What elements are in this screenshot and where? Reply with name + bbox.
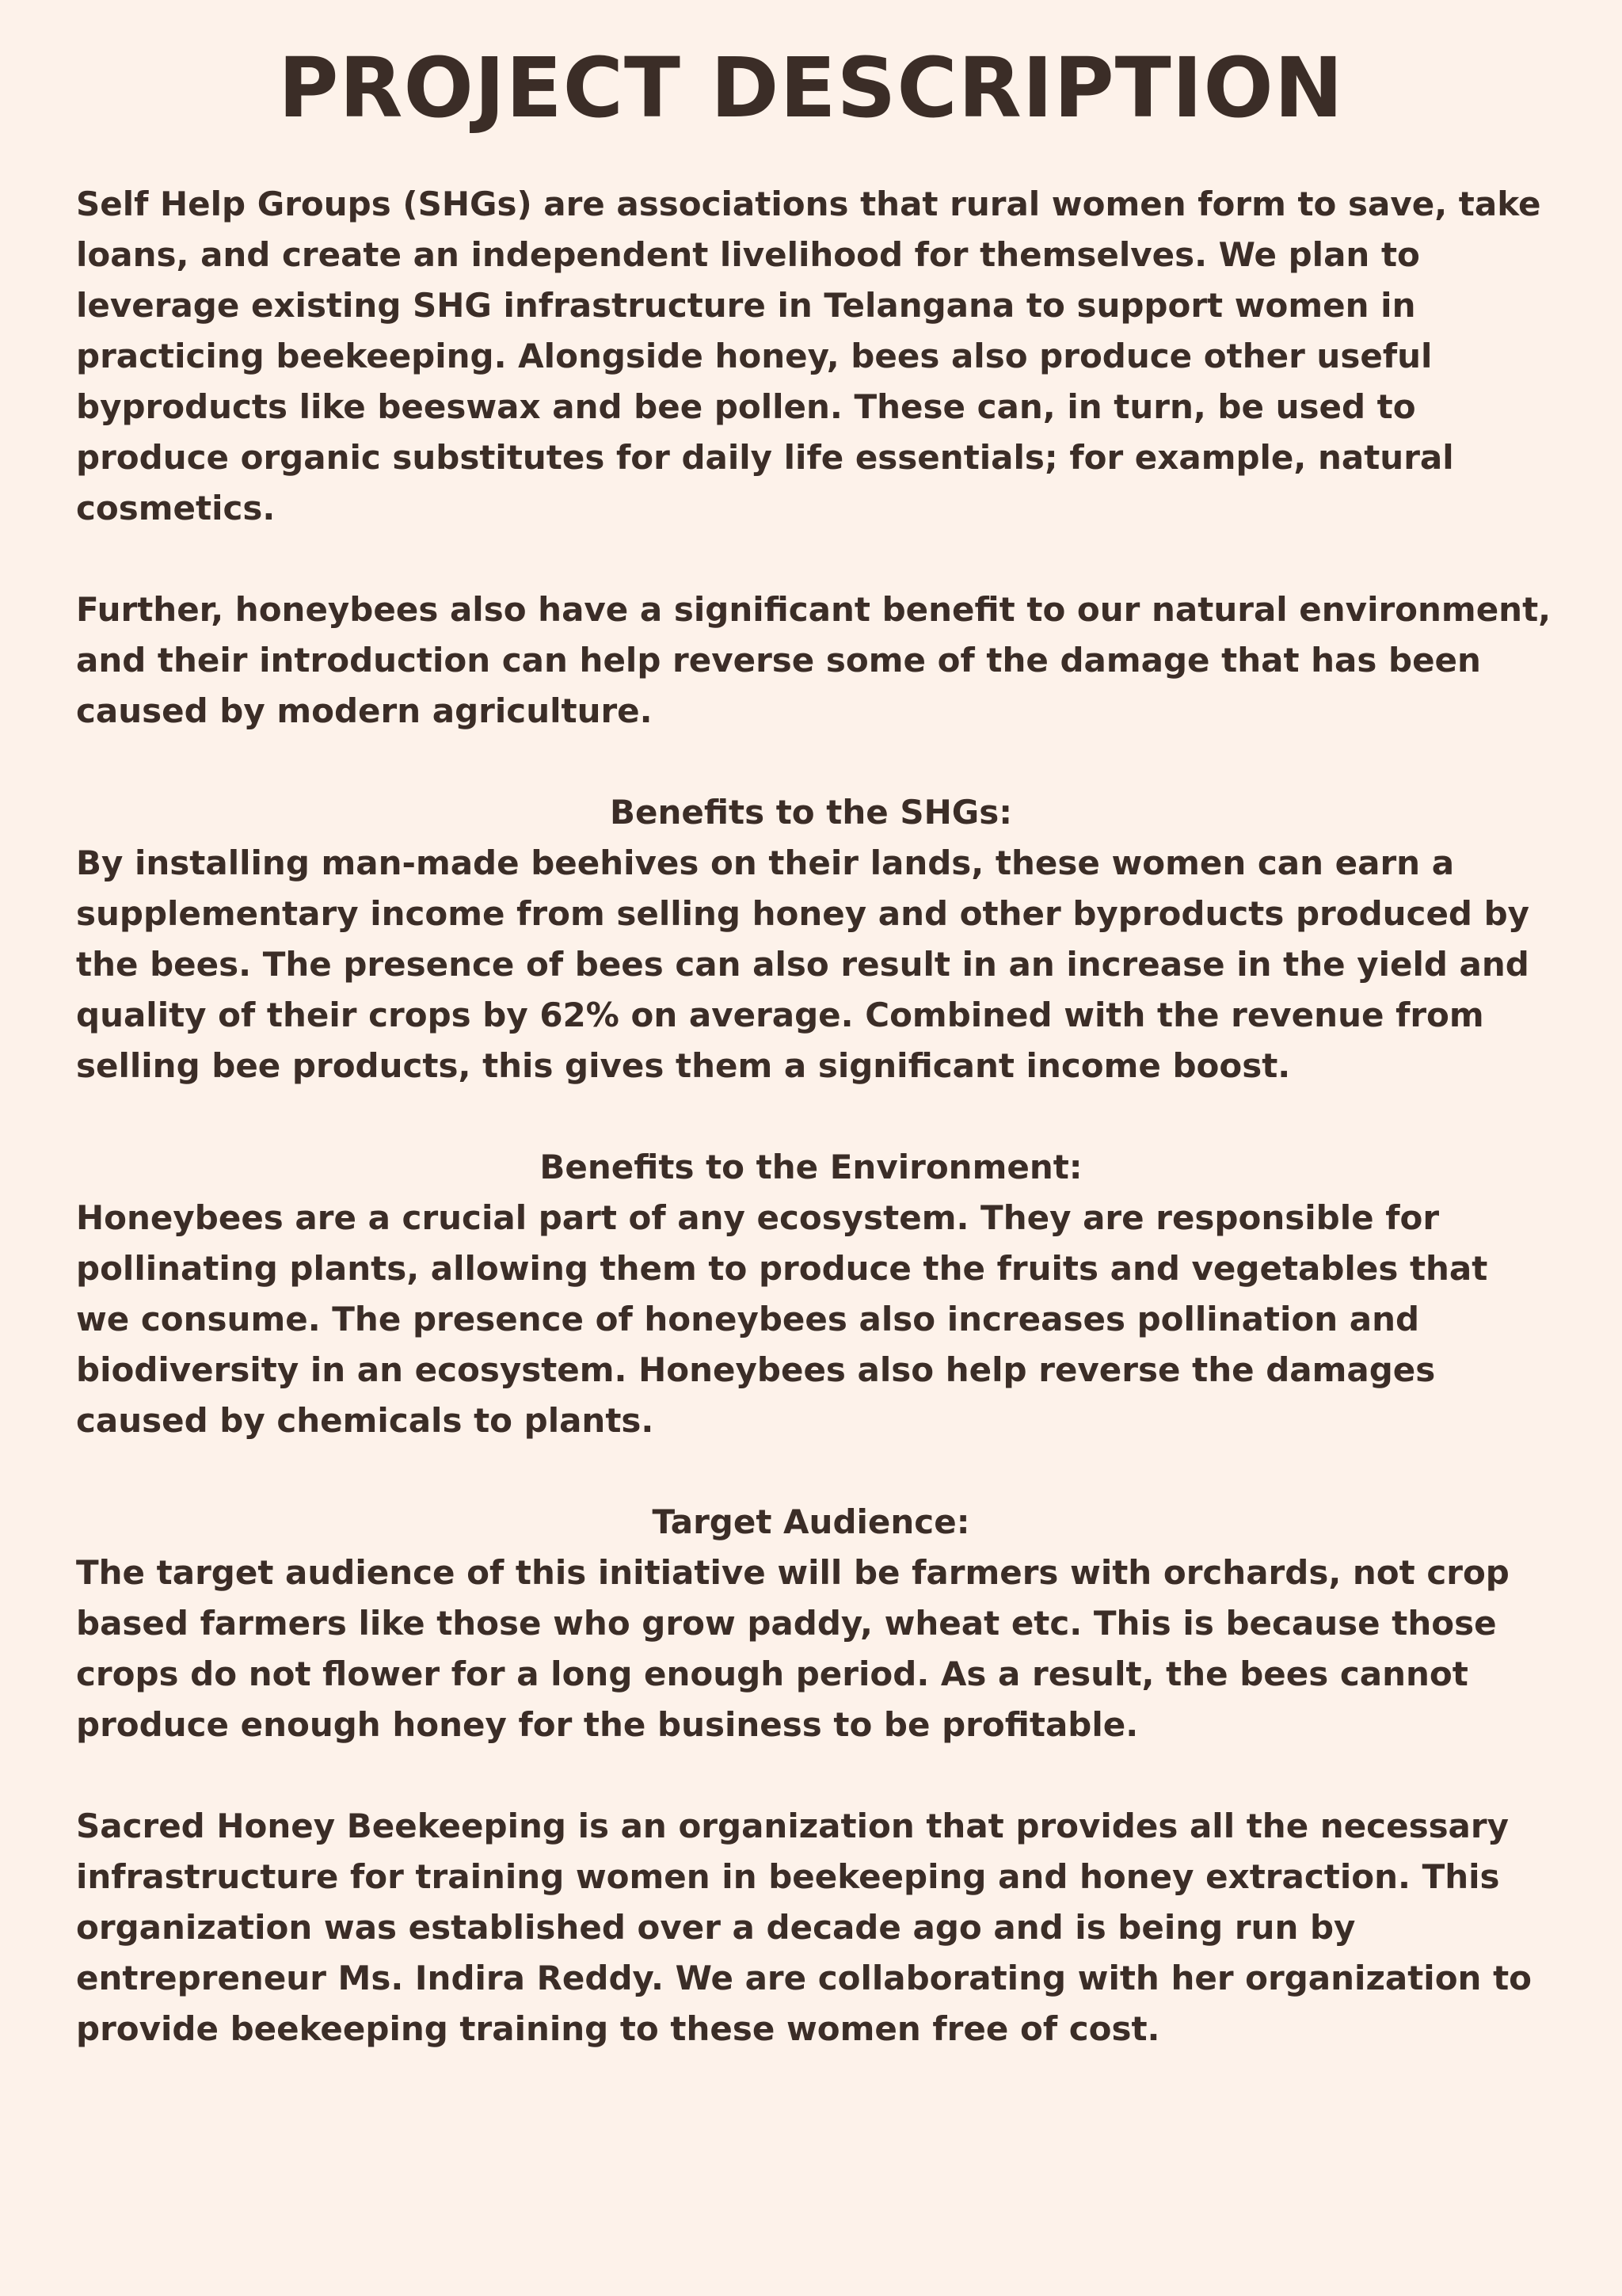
text-line: Further, honeybees also have a significant benefit to our natural environment, (76, 590, 1552, 629)
text-line: crops do not flower for a long enough period. As a result, the bees cannot (76, 1654, 1468, 1693)
text-line: Self Help Groups (SHGs) are associations that rural women form to save, take (76, 185, 1541, 223)
text-line: produce enough honey for the business to be profitable. (76, 1705, 1139, 1744)
text-line: quality of their crops by 62% on average. Combined with the revenue from (76, 996, 1484, 1034)
page-title: PROJECT DESCRIPTION (278, 40, 1344, 136)
partner-paragraph (76, 1801, 1546, 2054)
text-line: byproducts like beeswax and bee pollen. These can, in turn, be used to (76, 387, 1416, 426)
text-line: infrastructure for training women in beekeeping and honey extraction. This (76, 1857, 1500, 1896)
text-line: and their introduction can help reverse some of the damage that has been (76, 641, 1481, 680)
text-line: caused by modern agriculture. (76, 691, 653, 730)
paragraph-spacer (76, 1750, 1546, 1801)
paragraph-spacer (76, 1091, 1546, 1142)
text-line: based farmers like those who grow paddy, wheat etc. This is because those (76, 1604, 1497, 1643)
text-line: The target audience of this initiative will be farmers with orchards, not crop (76, 1553, 1510, 1592)
text-line: Sacred Honey Beekeeping is an organization that provides all the necessary (76, 1807, 1509, 1845)
text-line: we consume. The presence of honeybees also increases pollination and (76, 1300, 1420, 1338)
paragraph-spacer (76, 534, 1546, 584)
paragraph-spacer (76, 737, 1546, 787)
text-line: caused by chemicals to plants. (76, 1401, 654, 1440)
text-line: provide beekeeping training to these women free of cost. (76, 2009, 1160, 2048)
section-heading-benefits-shg: Benefits to the SHGs: (609, 793, 1013, 832)
text-line: organization was established over a decade ago and is being run by (76, 1908, 1356, 1947)
text-line: the bees. The presence of bees can also result in an increase in the yield and (76, 945, 1529, 984)
text-line: cosmetics. (76, 489, 276, 527)
text-line: supplementary income from selling honey and other byproducts produced by (76, 894, 1530, 933)
text-line: entrepreneur Ms. Indira Reddy. We are collaborating with her organization to (76, 1959, 1533, 1997)
text-line: leverage existing SHG infrastructure in Telangana to support women in (76, 286, 1416, 325)
text-line: loans, and create an independent livelihood for themselves. We plan to (76, 235, 1420, 274)
benefits-environment-paragraph (76, 1193, 1546, 1446)
text-line: Honeybees are a crucial part of any ecosystem. They are responsible for (76, 1198, 1440, 1237)
paragraph-spacer (76, 1446, 1546, 1497)
text-line: By installing man-made beehives on their lands, these women can earn a (76, 843, 1455, 882)
text-line: practicing beekeeping. Alongside honey, bees also produce other useful (76, 337, 1433, 375)
text-line: biodiversity in an ecosystem. Honeybees also help reverse the damages (76, 1350, 1436, 1389)
section-heading-target-audience: Target Audience: (652, 1502, 970, 1541)
text-line: selling bee products, this gives them a significant income boost. (76, 1046, 1291, 1085)
text-line: pollinating plants, allowing them to produce the fruits and vegetables that (76, 1249, 1488, 1288)
environment-intro-paragraph (76, 584, 1552, 737)
intro-paragraph (76, 179, 1546, 534)
text-line: produce organic substitutes for daily life essentials; for example, natural (76, 438, 1454, 477)
section-heading-benefits-environment: Benefits to the Environment: (539, 1148, 1083, 1186)
target-audience-paragraph (76, 1548, 1546, 1750)
benefits-shg-paragraph (76, 838, 1546, 1091)
